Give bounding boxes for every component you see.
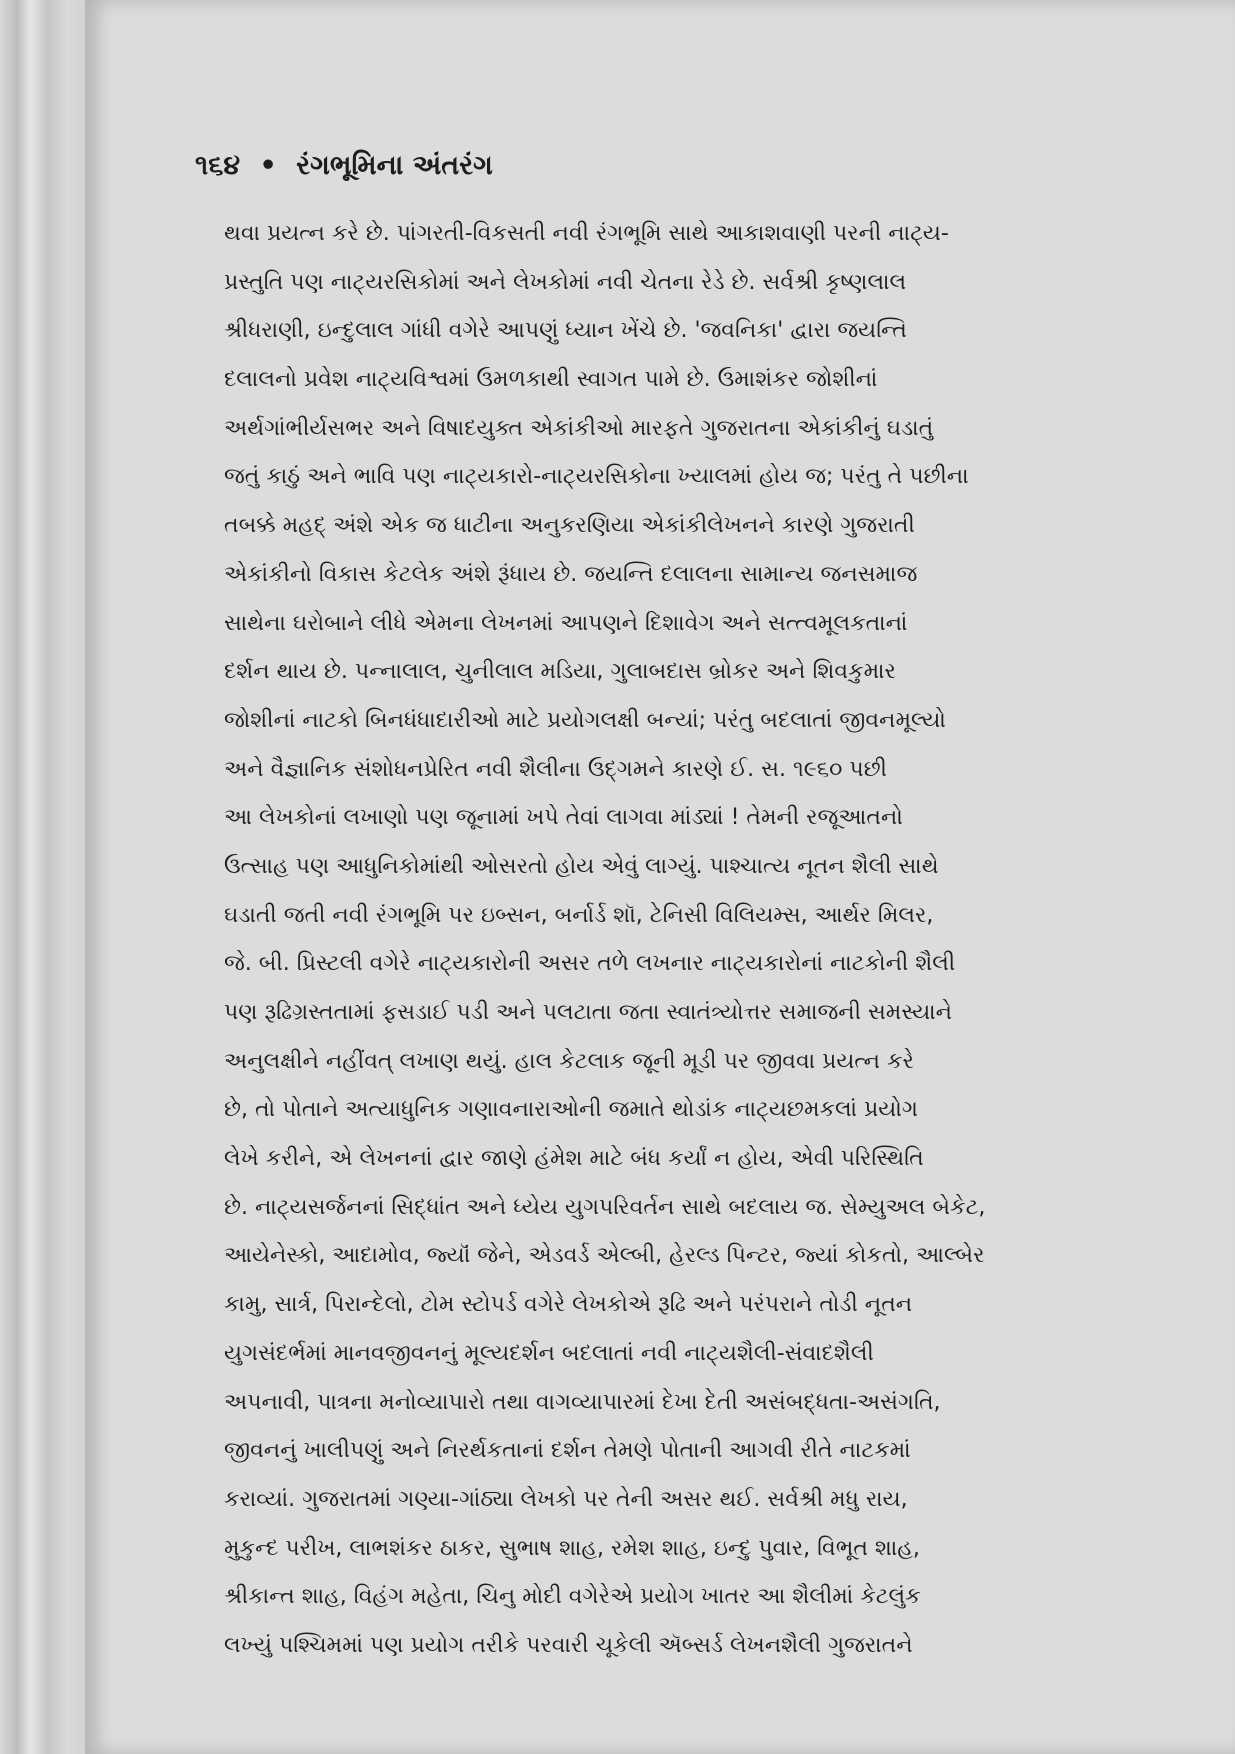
text-line: સાથેના ઘરોબાને લીધે એમના લેખનમાં આપણને દિશાવેગ અને સત્ત્વમૂલકતાનાં	[224, 610, 908, 636]
text-line: અપનાવી, પાત્રના મનોવ્યાપારો તથા વાગવ્યાપારમાં દેખા દેતી અસંબદ્ધતા-અસંગતિ,	[224, 1389, 941, 1415]
text-line: અનુલક્ષીને નહીંવત્ લખાણ થયું. હાલ કેટલાક જૂની મૂડી પર જીવવા પ્રયત્ન કરે	[224, 1048, 914, 1074]
page-number: ૧૬૪	[195, 150, 241, 181]
text-line: થવા પ્રયત્ન કરે છે. પાંગરતી-વિકસતી નવી રંગભૂમિ સાથે આકાશવાણી પરની નાટ્ય-	[224, 221, 949, 246]
running-header	[195, 150, 493, 182]
text-line: અર્થગાંભીર્યસભર અને વિષાદયુક્ત એકાંકીઓ મારફતે ગુજરાતના એકાંકીનું ઘડાતું	[224, 415, 934, 441]
text-line: અને વૈજ્ઞાનિક સંશોધનપ્રેરિત નવી શૈલીના ઉદ્ગમને કારણે ઈ. સ. ૧૯૬૦ પછી	[224, 756, 887, 782]
text-line: પ્રસ્તુતિ પણ નાટ્યરસિકોમાં અને લેખકોમાં નવી ચેતના રેડે છે. સર્વશ્રી કૃષ્ણલાલ	[224, 269, 907, 295]
text-line: છે, તો પોતાને અત્યાધુનિક ગણાવનારાઓની જમાતે થોડાંક નાટ્યછમકલાં પ્રયોગ	[224, 1097, 918, 1123]
text-line: છે. નાટ્યસર્જનનાં સિદ્ધાંત અને ધ્યેય યુગપરિવર્તન સાથે બદલાય જ. સેમ્યુઅલ બેકેટ,	[224, 1194, 986, 1220]
text-line: જે. બી. પ્રિસ્ટલી વગેરે નાટ્યકારોની અસર તળે લખનાર નાટ્યકારોનાં નાટકોની શૈલી	[224, 951, 956, 977]
text-line: દર્શન થાય છે. પન્નાલાલ, ચુનીલાલ મડિયા, ગુલાબદાસ બ્રોકર અને શિવકુમાર	[224, 659, 896, 685]
book-title: રંગભૂમિના અંતરંગ	[296, 150, 493, 181]
text-line: એકાંકીનો વિકાસ કેટલેક અંશે રૂંધાય છે. જયન્તિ દલાલના સામાન્ય જનસમાજ	[224, 561, 918, 587]
text-line: તબક્કે મહદ્ અંશે એક જ ધાટીના અનુકરણિયા એકાંકીલેખનને કારણે ગુજરાતી	[224, 513, 915, 539]
text-line: જતું કાઠું અને ભાવિ પણ નાટ્યકારો-નાટ્યરસિકોના ખ્યાલમાં હોય જ; પરંતુ તે પછીના	[224, 464, 969, 490]
body-text	[224, 210, 1119, 1671]
text-line: ઉત્સાહ પણ આધુનિકોમાંથી ઓસરતો હોય એવું લાગ્યું. પાશ્ચાત્ય નૂતન શૈલી સાથે	[224, 853, 939, 879]
text-line: આયેનેસ્કો, આદામોવ, જ્યૉં જેને, એડવર્ડ એલ્બી, હેરલ્ડ પિન્ટર, જ્યાં કોકતો, આલ્બેર	[224, 1243, 985, 1269]
text-line: દલાલનો પ્રવેશ નાટ્યવિશ્વમાં ઉમળકાથી સ્વાગત પામે છે. ઉમાશંકર જોશીનાં	[224, 367, 878, 393]
text-line: ઘડાતી જતી નવી રંગભૂમિ પર ઇબ્સન, બર્નાર્ડ શૉ, ટેનિસી વિલિયમ્સ, આર્થર મિલર,	[224, 902, 934, 928]
text-line: યુગસંદર્ભમાં માનવજીવનનું મૂલ્યદર્શન બદલાતાં નવી નાટ્યશૈલી-સંવાદશૈલી	[224, 1340, 874, 1366]
header-separator: •	[259, 150, 277, 181]
text-line: લેખે કરીને, એ લેખનનાં દ્વાર જાણે હંમેશ માટે બંધ કર્યાં ન હોય, એવી પરિસ્થિતિ	[224, 1146, 924, 1172]
text-line: જીવનનું ખાલીપણું અને નિરર્થકતાનાં દર્શન તેમણે પોતાની આગવી રીતે નાટકમાં	[224, 1438, 911, 1464]
scanned-book-edge	[0, 0, 95, 1754]
text-line: આ લેખકોનાં લખાણો પણ જૂનામાં ખપે તેવાં લાગવા માંડ્યાં ! તેમની રજૂઆતનો	[224, 805, 903, 831]
text-line: જોશીનાં નાટકો બિનધંધાદારીઓ માટે પ્રયોગલક્ષી બન્યાં; પરંતુ બદલાતાં જીવનમૂલ્યો	[224, 707, 946, 733]
text-line: કરાવ્યાં. ગુજરાતમાં ગણ્યા-ગાંઠ્યા લેખકો પર તેની અસર થઈ. સર્વશ્રી મધુ રાય,	[224, 1486, 908, 1512]
text-line: મુકુન્દ પરીખ, લાભશંકર ઠાકર, સુભાષ શાહ, રમેશ શાહ, ઇન્દુ પુવાર, વિભૂત શાહ,	[224, 1535, 920, 1561]
text-line: કામુ, સાર્ત્ર, પિરાન્દેલો, ટોમ સ્ટોપર્ડ વગેરે લેખકોએ રૂઢિ અને પરંપરાને તોડી નૂતન	[224, 1292, 913, 1318]
text-line: પણ રૂઢિગ્રસ્તતામાં ફસડાઈ પડી અને પલટાતા જતા સ્વાતંત્ર્યોત્તર સમાજની સમસ્યાને	[224, 1000, 953, 1025]
text-line: શ્રીકાન્ત શાહ, વિહંગ મહેતા, ચિનુ મોદી વગેરેએ પ્રયોગ ખાતર આ શૈલીમાં કેટલુંક	[224, 1584, 921, 1610]
text-line: લખ્યું પશ્ચિમમાં પણ પ્રયોગ તરીકે પરવારી ચૂકેલી ઍબ્સર્ડ લેખનશૈલી ગુજરાતને	[224, 1632, 913, 1658]
text-line: શ્રીધરાણી, ઇન્દુલાલ ગાંધી વગેરે આપણું ધ્યાન ખેંચે છે. 'જવનિકા' દ્વારા જયન્તિ	[224, 318, 907, 344]
